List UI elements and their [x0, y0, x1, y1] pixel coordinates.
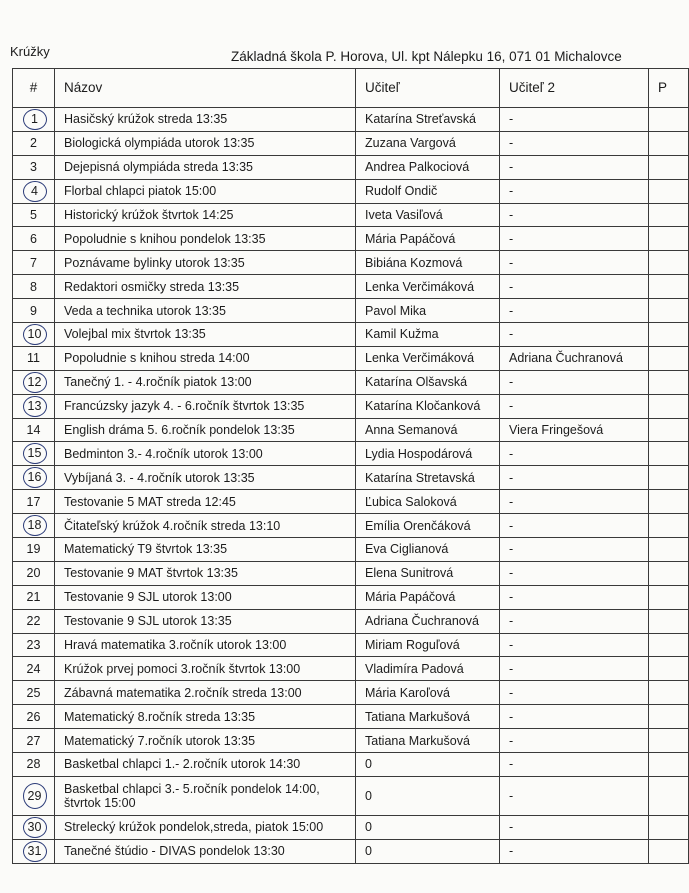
teacher: Mária Karoľová [356, 681, 500, 705]
teacher-2: - [500, 275, 649, 299]
teacher: Katarína Kločanková [356, 394, 500, 418]
row-number-cell [13, 179, 55, 203]
table-row [13, 299, 689, 323]
row-number-cell [13, 681, 55, 705]
row-number: 27 [26, 733, 41, 748]
teacher-2: - [500, 131, 649, 155]
teacher-2: - [500, 155, 649, 179]
teacher-2: - [500, 442, 649, 466]
extra-cell [649, 490, 689, 514]
table-row [13, 705, 689, 729]
row-number: 1 [23, 109, 47, 130]
row-number: 21 [26, 590, 41, 605]
row-number-cell [13, 131, 55, 155]
table-row [13, 753, 689, 777]
extra-cell [649, 394, 689, 418]
club-name: Redaktori osmičky streda 13:35 [55, 275, 356, 299]
teacher-2: Adriana Čuchranová [500, 346, 649, 370]
teacher: 0 [356, 776, 500, 815]
row-number-cell [13, 394, 55, 418]
teacher-2: - [500, 538, 649, 562]
table-header-row [13, 69, 689, 108]
extra-cell [649, 538, 689, 562]
row-number-cell [13, 657, 55, 681]
club-name: Popoludnie s knihou streda 14:00 [55, 346, 356, 370]
table-row [13, 776, 689, 815]
teacher: Adriana Čuchranová [356, 609, 500, 633]
row-number: 2 [30, 136, 37, 151]
club-name: Krúžok prvej pomoci 3.ročník štvrtok 13:00 [55, 657, 356, 681]
table-row [13, 251, 689, 275]
teacher-2: - [500, 585, 649, 609]
teacher: Andrea Palkociová [356, 155, 500, 179]
row-number: 26 [26, 709, 41, 724]
teacher: Elena Sunitrová [356, 561, 500, 585]
row-number: 15 [23, 443, 47, 464]
row-number: 14 [26, 423, 41, 438]
row-number-cell [13, 776, 55, 815]
table-row [13, 275, 689, 299]
row-number-cell [13, 585, 55, 609]
table-row [13, 609, 689, 633]
club-name: Tanečné štúdio - DIVAS pondelok 13:30 [55, 839, 356, 863]
table-row [13, 561, 689, 585]
row-number: 8 [30, 279, 37, 294]
teacher-2: - [500, 466, 649, 490]
row-number: 18 [23, 515, 47, 536]
club-name: Hravá matematika 3.ročník utorok 13:00 [55, 633, 356, 657]
teacher-2: - [500, 251, 649, 275]
teacher-2: - [500, 323, 649, 347]
club-name: Testovanie 9 MAT štvrtok 13:35 [55, 561, 356, 585]
row-number: 25 [26, 685, 41, 700]
teacher-2: - [500, 729, 649, 753]
teacher: 0 [356, 753, 500, 777]
teacher: Lydia Hospodárová [356, 442, 500, 466]
extra-cell [649, 299, 689, 323]
teacher: Miriam Roguľová [356, 633, 500, 657]
table-row [13, 514, 689, 538]
teacher-2: - [500, 370, 649, 394]
col-header-nazov: Názov [55, 69, 356, 108]
club-name: Strelecký krúžok pondelok,streda, piatok 15:00 [55, 815, 356, 839]
teacher-2: - [500, 609, 649, 633]
club-name: Vybíjaná 3. - 4.ročník utorok 13:35 [55, 466, 356, 490]
club-name: Čitateľský krúžok 4.ročník streda 13:10 [55, 514, 356, 538]
extra-cell [649, 418, 689, 442]
teacher: Anna Semanová [356, 418, 500, 442]
teacher-2: Viera Fringešová [500, 418, 649, 442]
club-name: Florbal chlapci piatok 15:00 [55, 179, 356, 203]
club-name: English dráma 5. 6.ročník pondelok 13:35 [55, 418, 356, 442]
club-name: Historický krúžok štvrtok 14:25 [55, 203, 356, 227]
teacher: Bibiána Kozmová [356, 251, 500, 275]
extra-cell [649, 776, 689, 815]
table-row [13, 131, 689, 155]
row-number-cell [13, 418, 55, 442]
teacher: Rudolf Ondič [356, 179, 500, 203]
club-name: Dejepisná olympiáda streda 13:35 [55, 155, 356, 179]
teacher-2: - [500, 776, 649, 815]
teacher-2: - [500, 179, 649, 203]
teacher: Mária Papáčová [356, 227, 500, 251]
row-number-cell [13, 561, 55, 585]
table-body [13, 108, 689, 864]
table-row [13, 418, 689, 442]
teacher: Zuzana Vargová [356, 131, 500, 155]
table-row [13, 729, 689, 753]
table-row [13, 370, 689, 394]
row-number-cell [13, 753, 55, 777]
teacher-2: - [500, 203, 649, 227]
row-number-cell [13, 839, 55, 863]
teacher: Katarína Stretavská [356, 466, 500, 490]
club-name: Bedminton 3.- 4.ročník utorok 13:00 [55, 442, 356, 466]
table-row [13, 323, 689, 347]
table-row [13, 179, 689, 203]
row-number: 13 [23, 396, 47, 417]
teacher-2: - [500, 299, 649, 323]
row-number-cell [13, 609, 55, 633]
club-name: Matematický 7.ročník utorok 13:35 [55, 729, 356, 753]
teacher-2: - [500, 815, 649, 839]
club-name: Basketbal chlapci 1.- 2.ročník utorok 14:30 [55, 753, 356, 777]
club-name: Biologická olympiáda utorok 13:35 [55, 131, 356, 155]
row-number-cell [13, 299, 55, 323]
teacher-2: - [500, 839, 649, 863]
table-row [13, 657, 689, 681]
extra-cell [649, 561, 689, 585]
club-name: Popoludnie s knihou pondelok 13:35 [55, 227, 356, 251]
teacher: Tatiana Markušová [356, 729, 500, 753]
teacher: 0 [356, 815, 500, 839]
teacher: Kamil Kužma [356, 323, 500, 347]
teacher: Tatiana Markušová [356, 705, 500, 729]
row-number: 7 [30, 255, 37, 270]
col-header-number: # [13, 69, 55, 108]
teacher: Lenka Verčimáková [356, 275, 500, 299]
row-number-cell [13, 466, 55, 490]
table-row [13, 203, 689, 227]
teacher: Mária Papáčová [356, 585, 500, 609]
club-name: Testovanie 9 SJL utorok 13:00 [55, 585, 356, 609]
teacher: Katarína Olšavská [356, 370, 500, 394]
row-number: 31 [23, 841, 47, 862]
teacher-2: - [500, 514, 649, 538]
row-number: 6 [30, 231, 37, 246]
teacher: Vladimíra Padová [356, 657, 500, 681]
row-number-cell [13, 227, 55, 251]
extra-cell [649, 251, 689, 275]
row-number-cell [13, 633, 55, 657]
teacher: Pavol Mika [356, 299, 500, 323]
row-number: 28 [26, 757, 41, 772]
row-number: 20 [26, 566, 41, 581]
row-number-cell [13, 815, 55, 839]
row-number-cell [13, 251, 55, 275]
extra-cell [649, 839, 689, 863]
club-name: Basketbal chlapci 3.- 5.ročník pondelok 14:00, štvrtok 15:00 [55, 776, 356, 815]
teacher: Lenka Verčimáková [356, 346, 500, 370]
table-row [13, 394, 689, 418]
row-number: 30 [23, 817, 47, 838]
extra-cell [649, 275, 689, 299]
table-row [13, 442, 689, 466]
club-name: Poznávame bylinky utorok 13:35 [55, 251, 356, 275]
row-number-cell [13, 108, 55, 132]
extra-cell [649, 514, 689, 538]
row-number: 29 [23, 783, 47, 809]
club-name: Zábavná matematika 2.ročník streda 13:00 [55, 681, 356, 705]
row-number: 5 [30, 208, 37, 222]
row-number: 23 [26, 638, 41, 653]
table-row [13, 155, 689, 179]
teacher-2: - [500, 657, 649, 681]
table-row [13, 108, 689, 132]
row-number-cell [13, 705, 55, 729]
row-number-cell [13, 323, 55, 347]
extra-cell [649, 753, 689, 777]
row-number: 12 [23, 372, 47, 393]
row-number-cell [13, 275, 55, 299]
teacher: Katarína Streťavská [356, 108, 500, 132]
club-name: Matematický 8.ročník streda 13:35 [55, 705, 356, 729]
extra-cell [649, 609, 689, 633]
extra-cell [649, 729, 689, 753]
table-row [13, 585, 689, 609]
table-row [13, 346, 689, 370]
row-number: 3 [30, 160, 37, 175]
row-number: 17 [26, 494, 41, 509]
extra-cell [649, 155, 689, 179]
page-label: Krúžky [10, 44, 50, 59]
extra-cell [649, 179, 689, 203]
club-name: Hasičský krúžok streda 13:35 [55, 108, 356, 132]
row-number: 19 [26, 542, 41, 557]
row-number-cell [13, 538, 55, 562]
table-row [13, 839, 689, 863]
table-row [13, 466, 689, 490]
extra-cell [649, 131, 689, 155]
extra-cell [649, 203, 689, 227]
row-number-cell [13, 346, 55, 370]
table-row [13, 681, 689, 705]
row-number-cell [13, 729, 55, 753]
extra-cell [649, 466, 689, 490]
row-number-cell [13, 442, 55, 466]
table-row [13, 815, 689, 839]
teacher-2: - [500, 681, 649, 705]
teacher-2: - [500, 394, 649, 418]
extra-cell [649, 585, 689, 609]
club-name: Veda a technika utorok 13:35 [55, 299, 356, 323]
teacher-2: - [500, 227, 649, 251]
col-header-p: P [649, 69, 689, 108]
extra-cell [649, 681, 689, 705]
extra-cell [649, 442, 689, 466]
row-number: 10 [23, 324, 47, 345]
teacher-2: - [500, 633, 649, 657]
row-number: 9 [30, 303, 37, 318]
row-number: 16 [23, 467, 47, 488]
extra-cell [649, 346, 689, 370]
row-number-cell [13, 370, 55, 394]
club-name: Testovanie 5 MAT streda 12:45 [55, 490, 356, 514]
table-row [13, 633, 689, 657]
club-name: Francúzsky jazyk 4. - 6.ročník štvrtok 13:35 [55, 394, 356, 418]
club-name: Testovanie 9 SJL utorok 13:35 [55, 609, 356, 633]
row-number: 4 [23, 181, 47, 202]
teacher-2: - [500, 561, 649, 585]
clubs-table [12, 68, 689, 864]
extra-cell [649, 815, 689, 839]
row-number-cell [13, 155, 55, 179]
row-number: 22 [26, 614, 41, 629]
extra-cell [649, 227, 689, 251]
teacher: Ľubica Saloková [356, 490, 500, 514]
teacher: Eva Ciglianová [356, 538, 500, 562]
school-name: Základná škola P. Horova, Ul. kpt Nálepku 16, 071 01 Michalovce [231, 49, 622, 64]
col-header-ucitel2: Učiteľ 2 [500, 69, 649, 108]
club-name: Volejbal mix štvrtok 13:35 [55, 323, 356, 347]
teacher-2: - [500, 753, 649, 777]
teacher: Emília Orenčáková [356, 514, 500, 538]
club-name: Tanečný 1. - 4.ročník piatok 13:00 [55, 370, 356, 394]
extra-cell [649, 705, 689, 729]
row-number-cell [13, 203, 55, 227]
row-number: 11 [27, 351, 40, 366]
extra-cell [649, 370, 689, 394]
extra-cell [649, 657, 689, 681]
table-row [13, 490, 689, 514]
row-number-cell [13, 514, 55, 538]
club-name: Matematický T9 štvrtok 13:35 [55, 538, 356, 562]
row-number: 24 [26, 661, 41, 676]
col-header-ucitel: Učiteľ [356, 69, 500, 108]
row-number-cell [13, 490, 55, 514]
teacher: Iveta Vasiľová [356, 203, 500, 227]
teacher-2: - [500, 108, 649, 132]
table-row [13, 538, 689, 562]
extra-cell [649, 108, 689, 132]
teacher: 0 [356, 839, 500, 863]
table-row [13, 227, 689, 251]
teacher-2: - [500, 705, 649, 729]
extra-cell [649, 633, 689, 657]
extra-cell [649, 323, 689, 347]
teacher-2: - [500, 490, 649, 514]
